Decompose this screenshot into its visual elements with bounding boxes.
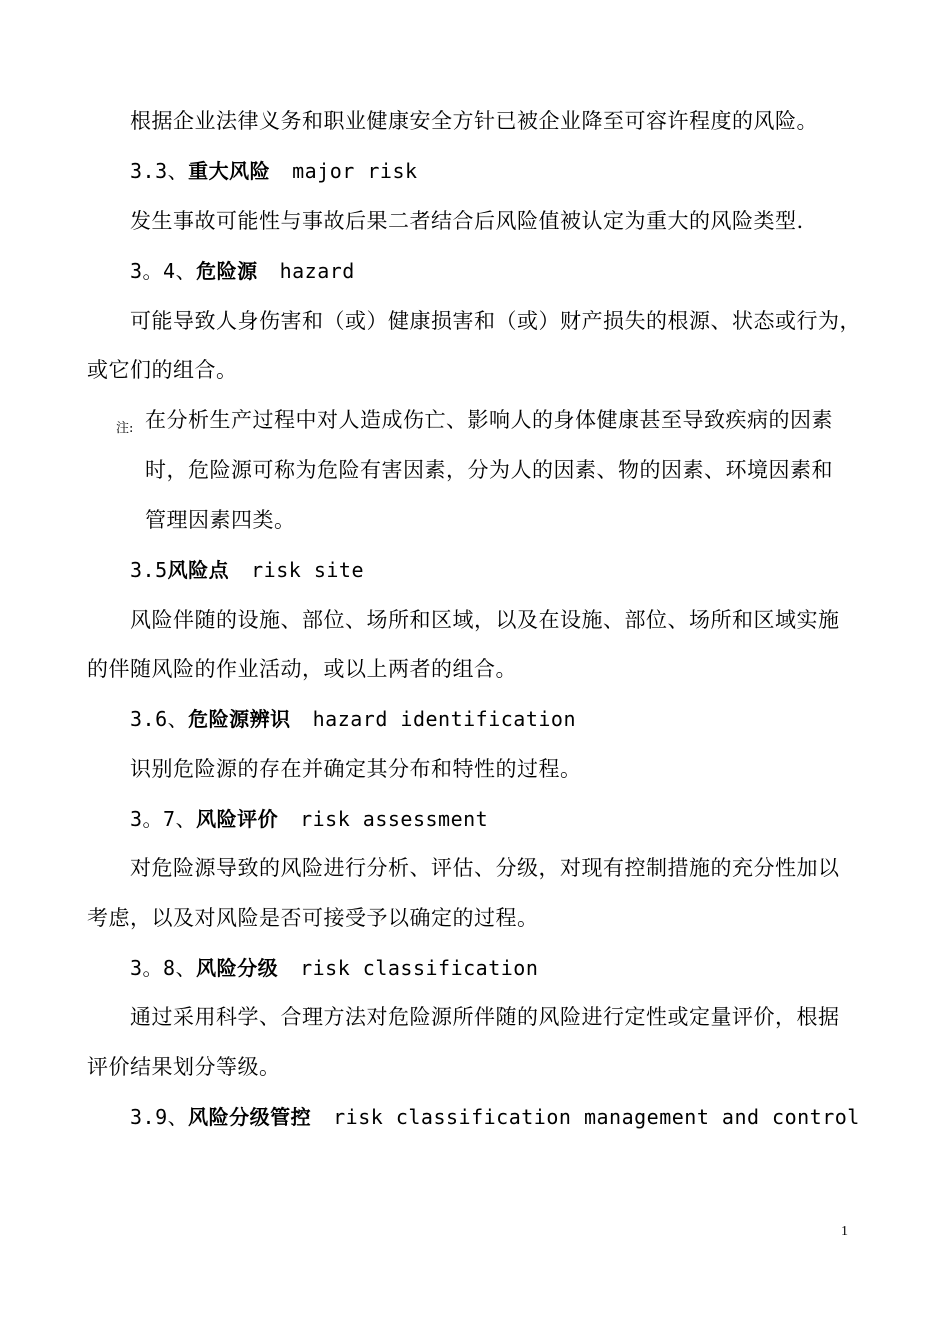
note-label: 注:	[116, 421, 134, 436]
term-english: risk site	[251, 558, 364, 582]
term-english: risk assessment	[300, 807, 489, 831]
section-heading-3-7	[130, 804, 488, 834]
term-chinese: 风险分级	[196, 956, 279, 980]
term-chinese: 危险源	[196, 259, 258, 283]
term-english: major risk	[292, 159, 418, 183]
section-number: 3.9、	[130, 1105, 189, 1129]
section-number: 3.6、	[130, 707, 189, 731]
section-heading-3-8	[130, 953, 538, 983]
paragraph-line: 风险伴随的设施、部位、场所和区域，以及在设施、部位、场所和区域实施	[130, 608, 840, 632]
section-heading-3-9	[130, 1102, 860, 1132]
note-line: 时，危险源可称为危险有害因素，分为人的因素、物的因素、环境因素和	[145, 458, 833, 482]
section-number: 3。8、	[130, 956, 197, 980]
term-english: hazard	[279, 259, 355, 283]
note-line: 管理因素四类。	[145, 508, 296, 532]
paragraph-line: 考虑，以及对风险是否可接受予以确定的过程。	[87, 906, 539, 930]
term-chinese: 风险分级管控	[188, 1105, 312, 1129]
term-english: risk classification management and control	[333, 1105, 860, 1129]
term-english: hazard identification	[312, 707, 576, 731]
paragraph-line: 或它们的组合。	[87, 358, 238, 382]
paragraph-line: 识别危险源的存在并确定其分布和特性的过程。	[130, 757, 582, 781]
section-number: 3。7、	[130, 807, 197, 831]
paragraph-line: 可能导致人身伤害和（或）健康损害和（或）财产损失的根源、状态或行为，	[130, 309, 861, 333]
section-number: 3。4、	[130, 259, 197, 283]
note-line: 在分析生产过程中对人造成伤亡、影响人的身体健康甚至导致疾病的因素	[145, 408, 833, 432]
paragraph-line: 的伴随风险的作业活动，或以上两者的组合。	[87, 657, 517, 681]
paragraph-line: 对危险源导致的风险进行分析、评估、分级，对现有控制措施的充分性加以	[130, 856, 840, 880]
term-chinese: 危险源辨识	[188, 707, 291, 731]
paragraph-line: 通过采用科学、合理方法对危险源所伴随的风险进行定性或定量评价，根据	[130, 1005, 840, 1029]
term-chinese: 风险评价	[196, 807, 279, 831]
section-heading-3-3	[130, 156, 418, 186]
page-number: 1	[841, 1224, 848, 1239]
section-heading-3-5	[130, 555, 364, 585]
paragraph-line: 发生事故可能性与事故后果二者结合后风险值被认定为重大的风险类型.	[130, 209, 804, 233]
section-heading-3-6	[130, 704, 576, 734]
paragraph-line: 根据企业法律义务和职业健康安全方针已被企业降至可容许程度的风险。	[130, 109, 818, 133]
paragraph-line: 评价结果划分等级。	[87, 1055, 281, 1079]
term-chinese: 风险点	[167, 558, 230, 582]
section-heading-3-4	[130, 256, 355, 286]
term-english: risk classification	[300, 956, 539, 980]
term-chinese: 重大风险	[188, 159, 271, 183]
section-number: 3.5	[130, 558, 168, 582]
section-number: 3.3、	[130, 159, 189, 183]
